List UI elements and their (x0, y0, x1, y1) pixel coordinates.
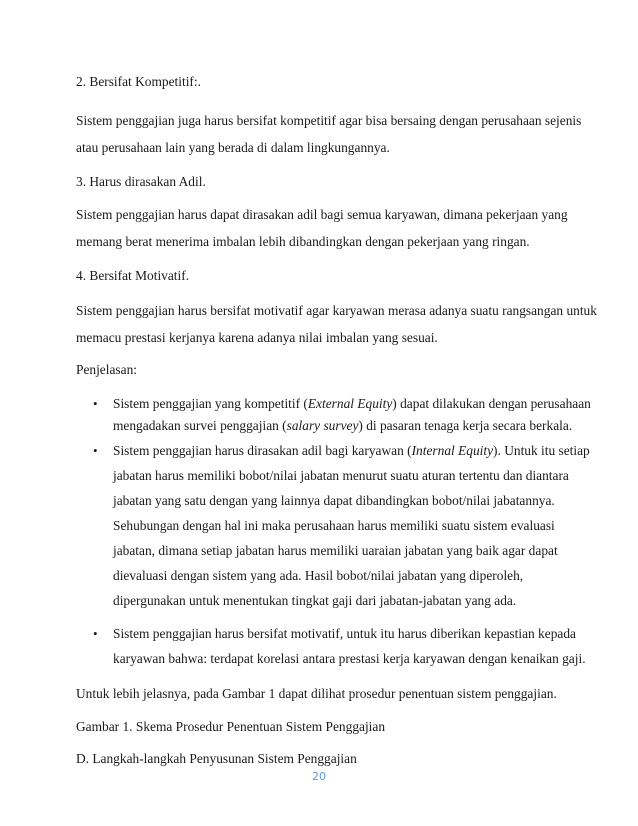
emphasis: salary survey (286, 418, 359, 433)
emphasis: External Equity (307, 396, 393, 411)
paragraph-line: Untuk lebih jelasnya, pada Gambar 1 dapat dilihat prosedur penentuan sistem penggajian. (76, 686, 557, 701)
heading-bersifat-motivatif: 4. Bersifat Motivatif. (76, 268, 190, 283)
bullet-line: Sistem penggajian yang kompetitif (External Equity) dapat dilakukan dengan perusahaan (113, 396, 591, 411)
bullet-line: jabatan, dimana setiap jabatan harus memiliki uaraian jabatan yang baik agar dapat (113, 543, 558, 558)
paragraph-line: memacu prestasi kerjanya karena adanya nilai imbalan yang sesuai. (76, 330, 438, 345)
paragraph-line: Sistem penggajian harus dapat dirasakan adil bagi semua karyawan, dimana pekerjaan yang (76, 207, 568, 222)
emphasis: Internal Equity (411, 443, 494, 458)
page-number: 20 (312, 770, 326, 783)
bullet-line: mengadakan survei penggajian (salary survey) di pasaran tenaga kerja secara berkala. (113, 418, 573, 433)
paragraph-line: memang berat menerima imbalan lebih dibandingkan dengan pekerjaan yang ringan. (76, 234, 530, 249)
bullet-line: Sistem penggajian harus bersifat motivatif, untuk itu harus diberikan kepastian kepada (113, 626, 576, 641)
bullet-line: jabatan harus memiliki bobot/nilai jabatan menurut suatu aturan tertentu dan diantara (113, 468, 569, 483)
bullet-line: jabatan yang satu dengan yang lainnya dapat dibandingkan bobot/nilai jabatannya. (113, 493, 555, 508)
bullet-line: Sehubungan dengan hal ini maka perusahaan harus memiliki suatu sistem evaluasi (113, 518, 555, 533)
bullet-line: karyawan bahwa: terdapat korelasi antara prestasi kerja karyawan dengan kenaikan gaji. (113, 651, 586, 666)
paragraph-line: Sistem penggajian harus bersifat motivatif agar karyawan merasa adanya suatu rangsangan untuk (76, 303, 597, 318)
bullet-icon: • (93, 443, 98, 458)
bullet-line: dievaluasi dengan sistem yang ada. Hasil bobot/nilai jabatan yang diperoleh, (113, 568, 524, 583)
heading-bersifat-kompetitif: 2. Bersifat Kompetitif:. (76, 74, 201, 89)
figure-caption: Gambar 1. Skema Prosedur Penentuan Sistem Penggajian (76, 719, 386, 734)
bullet-icon: • (93, 396, 98, 411)
bullet-icon: • (93, 626, 98, 641)
bullet-line: Sistem penggajian harus dirasakan adil bagi karyawan (Internal Equity). Untuk itu setiap (113, 443, 590, 458)
paragraph-line: Sistem penggajian juga harus bersifat kompetitif agar bisa bersaing dengan perusahaan sejenis (76, 113, 582, 128)
heading-harus-adil: 3. Harus dirasakan Adil. (76, 174, 206, 189)
bullet-line: dipergunakan untuk menentukan tingkat gaji dari jabatan-jabatan yang ada. (113, 593, 517, 608)
paragraph-line: atau perusahaan lain yang berada di dalam lingkungannya. (76, 140, 390, 155)
section-heading-d: D. Langkah-langkah Penyusunan Sistem Penggajian (76, 751, 357, 766)
penjelasan-label: Penjelasan: (76, 362, 137, 377)
